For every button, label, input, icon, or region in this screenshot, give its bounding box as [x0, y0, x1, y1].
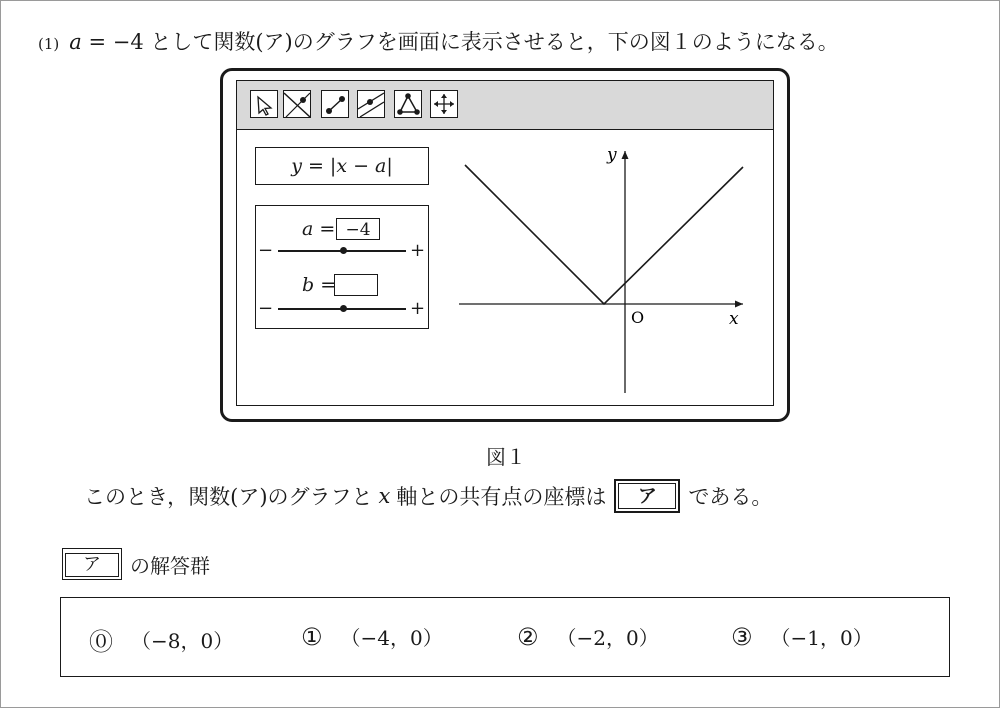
parameter-panel: [255, 205, 429, 329]
choice-3-text: （−1，0）: [770, 626, 873, 650]
answer-group-title: [62, 548, 210, 580]
graph-line: [465, 165, 743, 304]
slider-a-minus[interactable]: −: [258, 240, 274, 261]
param-a-label: a =: [302, 218, 336, 240]
graph-area: [457, 141, 753, 403]
choice-1-text: （−4，0）: [340, 626, 443, 650]
param-b-label: b =: [302, 274, 337, 296]
slider-b-minus[interactable]: −: [258, 298, 274, 319]
question-text: = −4 として関数(ア)のグラフを画面に表示させると，下の図１のようになる。: [81, 30, 839, 54]
triangle-icon[interactable]: [394, 90, 422, 118]
question-number: (1): [38, 35, 60, 53]
choice-3[interactable]: [731, 622, 873, 651]
param-b-input[interactable]: [334, 274, 378, 296]
slider-b-plus[interactable]: +: [410, 298, 426, 319]
y-axis-arrow: [622, 151, 629, 159]
answer-box[interactable]: [614, 479, 680, 513]
choices-box: [60, 597, 950, 677]
slider-b-knob[interactable]: [340, 305, 347, 312]
sentence-middle: 軸との共有点の座標は: [396, 485, 607, 509]
choice-1-number: ①: [301, 622, 323, 651]
cursor-arrow-icon[interactable]: [250, 90, 278, 118]
move-icon[interactable]: [430, 90, 458, 118]
choice-1[interactable]: [301, 622, 443, 651]
x-axis-label: x: [729, 309, 739, 329]
formula-display[interactable]: y = |x − a|: [255, 147, 429, 185]
choice-3-number: ③: [731, 622, 753, 651]
line-through-point-icon[interactable]: [283, 90, 311, 118]
answer-box-label: ア: [618, 483, 676, 509]
choice-0-text: （−8，0）: [131, 629, 234, 653]
choice-2-text: （−2，0）: [556, 626, 659, 650]
parallel-line-icon[interactable]: [357, 90, 385, 118]
answer-group-label: の解答群: [130, 553, 210, 578]
sentence-before: このとき，関数(ア)のグラフと: [84, 485, 373, 509]
y-axis-label: y: [607, 145, 617, 165]
sentence-variable: x: [378, 484, 391, 508]
param-a-input[interactable]: −4: [336, 218, 380, 240]
slider-a-knob[interactable]: [340, 247, 347, 254]
app-screen: [236, 80, 774, 406]
choice-0-number: ⓪: [89, 628, 113, 656]
choice-2[interactable]: [517, 622, 659, 651]
question-sentence: [84, 479, 772, 513]
choice-0[interactable]: [89, 622, 233, 657]
figure-caption: 図１: [486, 445, 526, 469]
segment-icon[interactable]: [321, 90, 349, 118]
slider-a-plus[interactable]: +: [410, 240, 426, 261]
answer-group-box: [62, 548, 122, 580]
choice-2-number: ②: [517, 622, 539, 651]
toolbar: [237, 81, 773, 130]
sentence-after: である。: [688, 485, 773, 509]
x-axis-arrow: [735, 301, 743, 308]
question-variable: a: [69, 30, 82, 54]
question-line: [38, 26, 839, 56]
origin-label: O: [631, 308, 645, 327]
answer-group-box-label: ア: [65, 553, 119, 577]
